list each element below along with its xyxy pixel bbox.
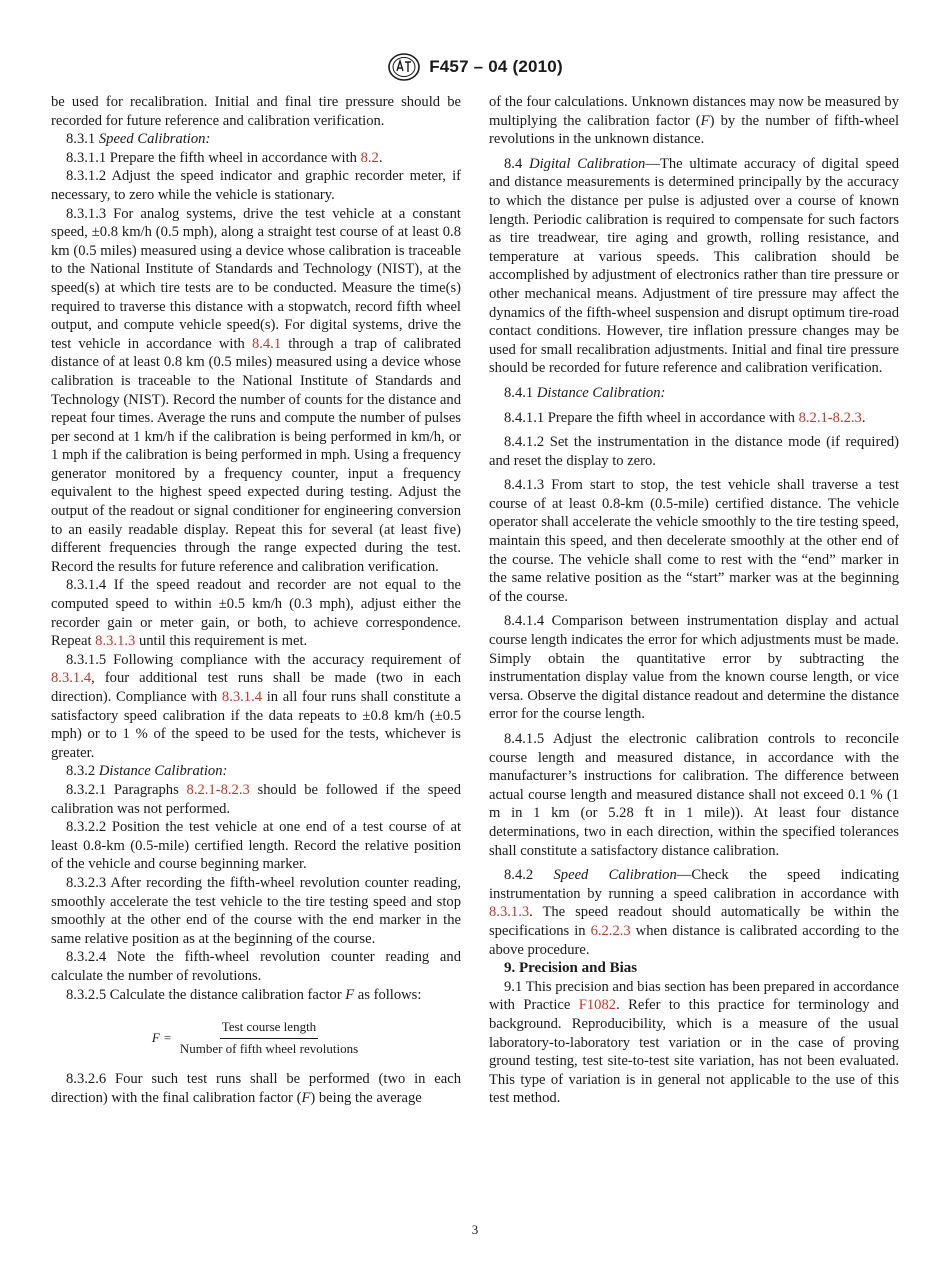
paragraph-8-3-2-1: [51, 781, 461, 818]
section-title: Distance Calibration:: [536, 384, 666, 401]
paragraph-text: 8.3.1.4 If the speed readout and recorder are not equal to the computed speed to within ±0.5 km/h (0.3 mph), adjust either the recorder gain or meter gain, or both, to achieve correspondence. Repeat: [51, 577, 461, 650]
paragraph-text: through a trap of calibrated distance of at least 0.8 km (0.5 miles) measured using a device whose calibration is traceable to the National Institute of Standards and Technology (NIST). Record the number of counts for the distance and repeat four times. Average the runs and compute the number of pulses per second at 1 km/h if the calibration is being performed in km/h, or 1 mph if the calibration is being performed in mph. Using a frequency generator monitored by a frequency counter, input a frequency equivalent to the highest speed expected during testing. Adjust the output of the readout or signal conditioner for engineering conversion to an easily readable display. Repeat this for several (at least five) different frequencies through the range expected during the test. Record the results for future reference and calibration verification.: [51, 335, 461, 575]
ref-link-8-2-1-8-2-3[interactable]: 8.2.1-8.2.3: [798, 409, 862, 426]
ref-link-6-2-2-3[interactable]: 6.2.2.3: [590, 922, 631, 939]
ref-link-8-2[interactable]: 8.2: [360, 149, 379, 166]
paragraph-text: 8.3.2.5 Calculate the distance calibration factor: [66, 986, 346, 1003]
section-number: 8.4: [504, 155, 523, 172]
variable: F: [345, 986, 355, 1003]
paragraph-text: 8.3.1.1 Prepare the fifth wheel in accordance with: [66, 149, 361, 166]
right-column: [489, 93, 899, 1108]
paragraph-8-3-1: [51, 130, 461, 149]
ref-link-8-3-1-4[interactable]: 8.3.1.4: [221, 689, 263, 705]
variable: F: [700, 112, 710, 129]
formula-fraction: [178, 1018, 360, 1058]
paragraph-8-3-1-4: [51, 576, 461, 650]
paragraph-8-3-2: [51, 762, 461, 781]
paragraph-8-4-2: [489, 866, 899, 959]
paragraph-8-4-1-4: 8.4.1.4 Comparison between instrumentation display and actual course length indicates the error for which adjustments must be made. Simply obtain the quantitative error by subtracting the instrumentation display value from the known course length, or vice versa. Observe the digital distance readout and determine the distance error for the course length.: [489, 613, 899, 723]
paragraph-text: .: [861, 409, 866, 426]
paragraph-8-3-1-2: 8.3.1.2 Adjust the speed indicator and graphic recorder meter, if necessary, to zero while the vehicle is stationary.: [51, 168, 461, 203]
paragraph-text: in all four runs shall constitute a satisfactory speed calibration if the data repeats to ±0.8 km/h (±0.5 mph) or to 1 % of the speed to be used for the tests, whichever is greater.: [51, 689, 461, 761]
paragraph-8-4-1-2: 8.4.1.2 Set the instrumentation in the distance mode (if required) and reset the display to zero.: [489, 434, 899, 469]
paragraph-text: . Refer to this practice for terminology and background. Reproducibility, which is a measure of the usual laboratory-to-laboratory test variation or in the case of proving ground testing, test site-to-test site variation, has not been evaluated. This type of variation is in general not applicable to the use of this test method.: [489, 997, 899, 1107]
paragraph-8-3-1-3: [51, 205, 461, 577]
formula-denominator: Number of fifth wheel revolutions: [179, 1040, 359, 1056]
section-title: Speed Calibration: [553, 867, 677, 884]
ref-link-f1082[interactable]: F1082: [578, 997, 617, 1014]
paragraph-8-4: [489, 155, 899, 378]
paragraph-text: should be followed if the speed calibration was not performed.: [51, 781, 461, 817]
paragraph-text: 8.4.1.1 Prepare the fifth wheel in accordance with: [504, 409, 799, 426]
paragraph-text: until this requirement is met.: [135, 633, 308, 650]
paragraph-text: 8.3.2.1 Paragraphs: [66, 781, 187, 798]
section-number: 8.3.1: [66, 131, 96, 148]
paragraph-8-3-2-5: [51, 986, 461, 1005]
paragraph-text: , four additional test runs shall be made (two in each direction). Compliance with: [51, 670, 461, 705]
document-id: F457 – 04 (2010): [429, 57, 563, 76]
variable: F: [301, 1089, 311, 1106]
ref-link-8-3-1-3[interactable]: 8.3.1.3: [95, 633, 136, 650]
paragraph-8-3-2-6-continued: [489, 93, 899, 149]
ref-link-8-4-1[interactable]: 8.4.1: [251, 335, 282, 352]
paragraph-8-3-1-1: [51, 149, 461, 168]
paragraph-9-1: [489, 978, 899, 1108]
paragraph-text: . The speed readout should automatically be within the specifications in: [489, 904, 899, 939]
paragraph-text: 8.3.1.5 Following compliance with the accuracy requirement of: [66, 651, 461, 668]
paragraph-text: 8.3.2.6 Four such test runs shall be performed (two in each direction) with the final calibration factor (: [51, 1071, 461, 1106]
paragraph-8-3-2-4: 8.3.2.4 Note the fifth-wheel revolution counter reading and calculate the number of revolutions.: [51, 949, 461, 984]
paragraph-8-4-1-3: 8.4.1.3 From start to stop, the test vehicle shall traverse a test course of at least 0.8-km (0.5-mile) certified distance. The vehicle operator shall accelerate the vehicle smoothly to the tire testing speed, maintain this speed, and then decelerate smoothly at the other end of the course. The vehicle shall come to rest with the “end” marker in the same relative position as the “start” marker was at the beginning of the course.: [489, 477, 899, 605]
paragraph-8-3-2-2: 8.3.2.2 Position the test vehicle at one end of a test course of at least 0.8-km (0.5-mile) certified length. Record the relative position of the vehicle and course beginning marker.: [51, 819, 461, 873]
paragraph-text: —The ultimate accuracy of digital speed and distance measurements is determined principally by the accuracy to which the distance per pulse is adjusted over a course of known length. Periodic calibration is required to compensate for such factors as tire treadwear, tire aging and growth, rolling resistance, and temperature at various speeds. This calibration should be accomplished by adjustment of electronics rather than tire pressure or other mechanical means. Adjustment of tire pressure may affect the dynamics of the fifth-wheel suspension and disrupt optimum tire-road contact conditions. However, tire inflation pressure changes may be used for small recalibration adjustments. Initial and final tire pressure should be recorded for future reference and calibration verification.: [489, 155, 899, 377]
page-number: 3: [471, 1222, 479, 1237]
paragraph-8-3-1-5: [51, 651, 461, 763]
paragraph-text: ) by the number of fifth-wheel revolutions in the unknown distance.: [489, 112, 899, 148]
paragraph-8-4-1: [489, 384, 899, 403]
section-number: 8.4.1: [504, 384, 534, 401]
paragraph-text: —Check the speed indicating instrumentation by running a speed calibration in accordance with: [489, 867, 899, 902]
section-title: Speed Calibration:: [98, 131, 211, 148]
section-number: 8.4.2: [504, 867, 534, 884]
left-column: [51, 93, 461, 1107]
paragraph-text: as follows:: [354, 986, 422, 1003]
section-number: 8.3.2: [66, 763, 96, 780]
paragraph-text: when distance is calibrated according to the above procedure.: [489, 922, 899, 958]
formula-lhs: F =: [151, 1029, 172, 1045]
formula-numerator: Test course length: [220, 1018, 318, 1039]
paragraph-8-3-continued: be used for recalibration. Initial and final tire pressure should be recorded for future reference and calibration verification.: [51, 94, 461, 129]
paragraph-text: 8.3.1.3 For analog systems, drive the test vehicle at a constant speed, ±0.8 km/h (0.5 mph), along a straight test course of at least 0.8 km (0.5 miles) measured using a device whose calibration is traceable to the National Institute of Standards and Technology (NIST), at the speed(s) at which tire tests are to be conducted. Measure the time(s) required to traverse this distance with a stopwatch, record fifth wheel output, and compute vehicle speed(s). For digital systems, drive the test vehicle in accordance with: [51, 205, 461, 352]
calibration-formula: [51, 1018, 461, 1058]
paragraph-8-3-2-3: 8.3.2.3 After recording the fifth-wheel revolution counter reading, smoothly accelerate the test vehicle to the tire testing speed and stop smoothly at the other end of the course with the end marker in the same relative position as at the beginning of the course.: [51, 874, 461, 947]
ref-link-8-3-1-4[interactable]: 8.3.1.4: [51, 670, 92, 687]
paragraph-8-4-1-5: 8.4.1.5 Adjust the electronic calibration controls to reconcile course length and measured distance, in accordance with the manufacturer’s instructions for calibration. The difference between actual course length and measured distance shall not exceed 0.1 % (1 m in 1 km (or 5.28 ft in 1 mile)). At least four distance determinations, two in each direction, within the specified tolerances shall constitute a satisfactory distance calibration.: [489, 731, 899, 859]
paragraph-text: 9.1 This precision and bias section has been prepared in accordance with Practice: [489, 978, 899, 1014]
astm-logo-icon: [387, 52, 421, 82]
paragraph-text: of the four calculations. Unknown distances may now be measured by multiplying the calibration factor (: [489, 94, 899, 129]
section-heading-precision-and-bias: 9. Precision and Bias: [504, 960, 638, 977]
ref-link-8-3-1-3[interactable]: 8.3.1.3: [489, 904, 530, 921]
paragraph-8-3-2-6: [51, 1070, 461, 1107]
ref-link-8-2-1-8-2-3[interactable]: 8.2.1-8.2.3: [186, 781, 250, 798]
paragraph-8-4-1-1: [489, 409, 899, 428]
section-title: Distance Calibration:: [98, 763, 228, 780]
paragraph-text: .: [378, 149, 383, 166]
section-title: Digital Calibration: [529, 155, 646, 172]
paragraph-text: ) being the average: [310, 1089, 422, 1106]
page-header: [0, 52, 950, 88]
